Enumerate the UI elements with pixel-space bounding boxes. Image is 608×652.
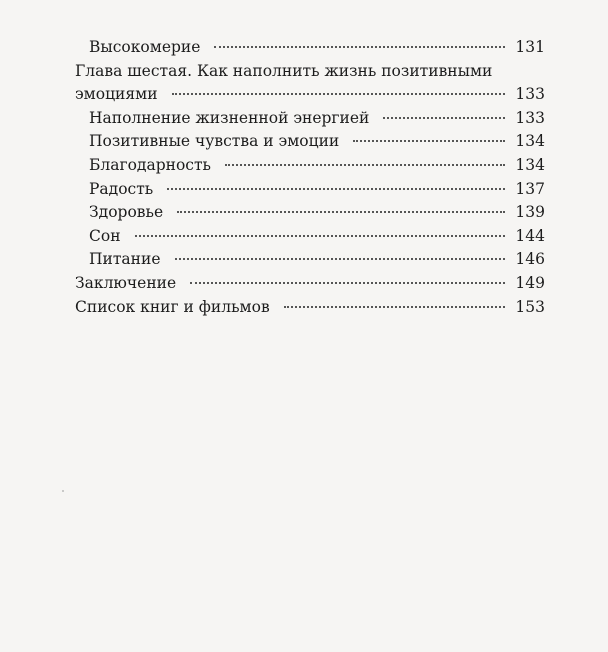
toc-entry xyxy=(75,178,545,202)
toc-entry-page: 134 xyxy=(515,132,545,151)
toc-entry-title: Здоровье xyxy=(89,203,164,222)
toc-entry-page: 133 xyxy=(515,108,545,127)
toc-entry-page: 153 xyxy=(515,297,545,316)
toc-entry-page: 146 xyxy=(515,250,545,269)
dot-leader xyxy=(172,93,505,95)
toc-entry-page: 144 xyxy=(515,226,545,245)
dot-leader xyxy=(225,164,505,166)
toc-entry-title: эмоциями xyxy=(75,85,158,104)
toc-entry-title: Радость xyxy=(89,179,154,198)
dot-leader xyxy=(135,235,505,237)
toc-entry-page: 149 xyxy=(515,273,545,292)
toc-entry xyxy=(75,154,545,178)
table-of-contents xyxy=(75,36,545,319)
toc-entry-page: 131 xyxy=(515,38,545,56)
dot-leader xyxy=(175,258,506,260)
toc-entry-title: Высокомерие xyxy=(89,38,201,56)
toc-entry xyxy=(75,201,545,225)
toc-entry-page: 133 xyxy=(515,85,545,104)
toc-entry-title: Заключение xyxy=(75,273,177,292)
dot-leader xyxy=(353,140,505,142)
toc-entry xyxy=(75,83,545,107)
dot-leader xyxy=(383,117,505,119)
dot-leader xyxy=(284,306,505,308)
toc-entry-title: Список книг и фильмов xyxy=(75,297,270,316)
toc-entry-title: Питание xyxy=(89,250,161,269)
dot-leader xyxy=(190,282,505,284)
toc-entry-title: Благодарность xyxy=(89,155,211,174)
toc-entry-page: 134 xyxy=(515,155,545,174)
toc-entry-page: 137 xyxy=(515,179,545,198)
paper-speck xyxy=(62,490,64,492)
dot-leader xyxy=(214,46,505,48)
toc-entry xyxy=(75,296,545,320)
toc-entry xyxy=(75,107,545,131)
toc-entry xyxy=(75,225,545,249)
toc-entry xyxy=(75,248,545,272)
toc-entry xyxy=(75,36,545,60)
toc-entry-page: 139 xyxy=(515,203,545,222)
toc-entry xyxy=(75,272,545,296)
dot-leader xyxy=(167,188,505,190)
dot-leader xyxy=(177,211,505,213)
toc-entry xyxy=(75,130,545,154)
chapter-heading: Глава шестая. Как наполнить жизнь позитивными xyxy=(75,61,493,80)
toc-entry-title: Наполнение жизненной энергией xyxy=(89,108,370,127)
toc-entry-title: Позитивные чувства и эмоции xyxy=(89,132,340,151)
toc-entry-title: Сон xyxy=(89,226,121,245)
